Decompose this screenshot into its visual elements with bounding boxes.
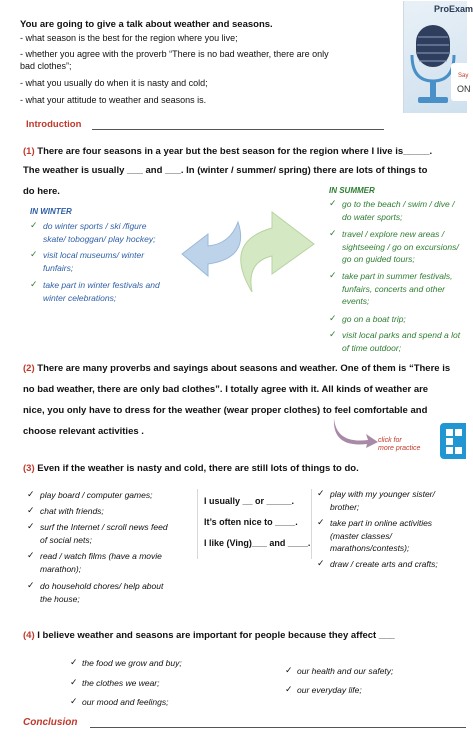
list-item: play board / computer games;	[40, 490, 153, 500]
section2-line1	[23, 363, 450, 374]
check-icon: ✓	[27, 489, 35, 499]
list-item: do household chores/ help about the house;	[40, 581, 164, 604]
list-item: read / watch films (have a movie marathon);	[40, 551, 162, 574]
badge-on: ON	[457, 84, 471, 94]
list-item: take part in summer festivals, funfairs, concerts and other events;	[342, 271, 453, 306]
section1-line3: do here.	[23, 186, 60, 197]
list-item: travel / explore new areas / sightseeing / go on excursions/ go on guided tours;	[342, 229, 459, 264]
section2-line3: nice, you only have to dress for the weather (wear proper clothes) to feel comfortable and	[23, 405, 428, 416]
check-icon: ✓	[27, 505, 35, 515]
check-icon: ✓	[329, 270, 337, 280]
check-icon: ✓	[27, 521, 35, 531]
check-icon: ✓	[70, 657, 78, 667]
section3-text: Even if the weather is nasty and cold, there are still lots of things to do.	[37, 463, 359, 474]
task-line: - whether you agree with the proverb “There is no bad weather, there are only	[20, 49, 329, 59]
section2-number: (2)	[23, 363, 35, 374]
list-item: our everyday life;	[297, 685, 362, 695]
section4-heading	[23, 630, 395, 641]
curved-arrow-icon	[330, 414, 380, 450]
check-icon: ✓	[30, 279, 38, 289]
task-line: - what season is the best for the region where you live;	[20, 33, 238, 43]
section1-number: (1)	[23, 146, 35, 157]
list-item: go on a boat trip;	[342, 314, 406, 324]
list-item: our health and our safety;	[297, 666, 394, 676]
check-icon: ✓	[285, 684, 293, 694]
section3-number: (3)	[23, 463, 35, 474]
check-icon: ✓	[285, 665, 293, 675]
section4-number: (4)	[23, 630, 35, 641]
crossword-icon[interactable]	[440, 423, 466, 459]
list-item: draw / create arts and crafts;	[330, 559, 438, 569]
section1-line1	[23, 146, 432, 157]
task-line: bad clothes”;	[20, 61, 72, 71]
section3-heading	[23, 463, 359, 474]
introduction-label: Introduction	[26, 119, 82, 130]
section1-text: There are four seasons in a year but the best season for the region where I live is_____.	[37, 146, 433, 157]
click-for-practice-link[interactable]: click for more practice	[378, 437, 421, 452]
list-item: the food we grow and buy;	[82, 658, 182, 668]
list-item: go to the beach / swim / dive / do water sports;	[342, 199, 455, 222]
list-item: visit local museums/ winter funfairs;	[43, 250, 145, 273]
introduction-line[interactable]	[92, 129, 384, 130]
section2-line4: choose relevant activities .	[23, 426, 144, 437]
winter-heading: IN WINTER	[30, 207, 72, 216]
check-icon: ✓	[27, 550, 35, 560]
list-item: take part in online activities (master classes/ marathons/contests);	[330, 518, 433, 553]
section2-text: There are many proverbs and sayings about seasons and weather. One of them is “There is	[37, 363, 451, 374]
phrase-2: It’s often nice to ____.	[204, 517, 298, 527]
list-item: visit local parks and spend a lot of time outdoor;	[342, 330, 461, 353]
list-item: do winter sports / ski /figure skate/ toboggan/ play hockey;	[43, 221, 156, 244]
summer-heading: IN SUMMER	[329, 186, 375, 195]
check-icon: ✓	[70, 677, 78, 687]
check-icon: ✓	[329, 198, 337, 208]
list-item: chat with friends;	[40, 506, 104, 516]
check-icon: ✓	[27, 580, 35, 590]
conclusion-line[interactable]	[90, 727, 466, 728]
list-item: surf the Internet / scroll news feed of social nets;	[40, 522, 168, 545]
check-icon: ✓	[70, 696, 78, 706]
check-icon: ✓	[317, 558, 325, 568]
check-icon: ✓	[30, 249, 38, 259]
list-item: our mood and feelings;	[82, 697, 169, 707]
task-line: - what your attitude to weather and seasons is.	[20, 95, 207, 105]
check-icon: ✓	[329, 313, 337, 323]
phrase-1: I usually __ or _____.	[204, 496, 295, 506]
right-arrow-icon	[232, 182, 324, 302]
check-icon: ✓	[30, 220, 38, 230]
task-line: - what you usually do when it is nasty and cold;	[20, 78, 208, 88]
section1-line2: The weather is usually ___ and ___. In (winter / summer/ spring) there are lots of things to	[23, 165, 428, 176]
conclusion-label: Conclusion	[23, 717, 78, 728]
section2-line2: no bad weather, there are only bad clothes”. I totally agree with it. All kinds of weather are	[23, 384, 429, 395]
list-item: the clothes we wear;	[82, 678, 160, 688]
task-title: You are going to give a talk about weather and seasons.	[20, 19, 273, 30]
proexam-badge[interactable]	[403, 1, 473, 113]
list-item: play with my younger sister/ brother;	[330, 489, 435, 512]
check-icon: ✓	[317, 517, 325, 527]
check-icon: ✓	[317, 488, 325, 498]
phrase-3: I like (Ving)___ and ____.	[204, 538, 311, 548]
badge-say: Say	[458, 73, 469, 79]
list-item: take part in winter festivals and winter celebrations;	[43, 280, 160, 303]
check-icon: ✓	[329, 329, 337, 339]
badge-title: ProExam	[434, 4, 473, 14]
section4-text: I believe weather and seasons are important for people because they affect ___	[37, 630, 395, 641]
check-icon: ✓	[329, 228, 337, 238]
badge-card	[451, 63, 469, 101]
